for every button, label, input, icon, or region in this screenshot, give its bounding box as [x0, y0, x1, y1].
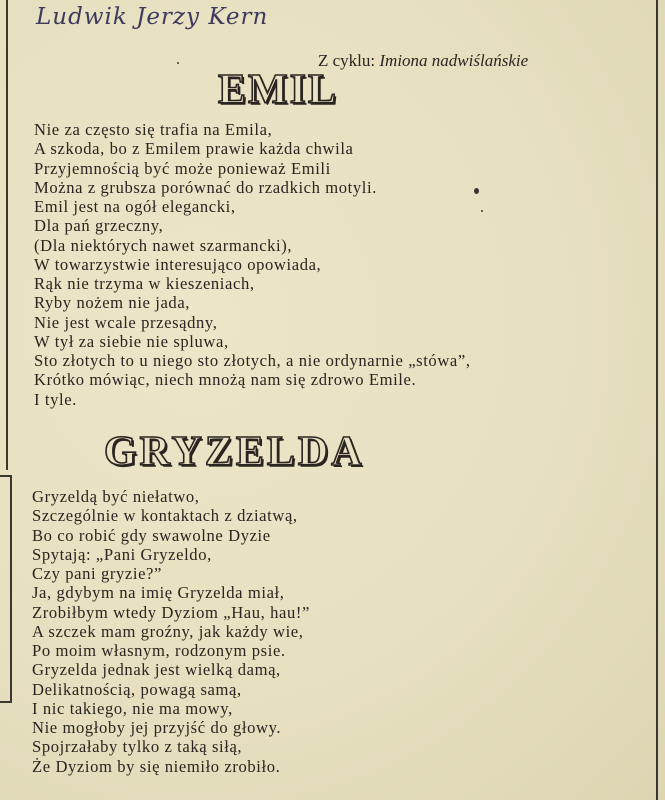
- poem-title-emil: EMIL: [218, 67, 339, 113]
- poem-line: Nie za często się trafia na Emila,: [34, 120, 273, 139]
- poem-line: Dla pań grzeczny,: [34, 216, 164, 236]
- poem-line: Rąk nie trzyma w kieszeniach,: [34, 274, 255, 293]
- cycle-name: Imiona nadwiślańskie: [379, 51, 529, 70]
- poem-line: Nie mogłoby jej przyjść do głowy.: [32, 718, 282, 737]
- cycle-prefix: Z cyklu:: [318, 51, 376, 70]
- poem-line: (Dla niektórych nawet szarmancki),: [34, 235, 293, 255]
- poem-line: Spytają: „Pani Gryzeldo,: [32, 544, 212, 564]
- column-rule-right: [656, 0, 658, 800]
- poem-line: Przyjemnością być może ponieważ Emili: [34, 158, 331, 178]
- poem-line: W towarzystwie interesująco opowiada,: [34, 254, 322, 274]
- poem-line: Szczególnie w kontaktach z dziatwą,: [32, 506, 298, 526]
- poem-line: A szczek mam groźny, jak każdy wie,: [32, 621, 304, 641]
- poem-line: Że Dyziom by się niemiło zrobiło.: [32, 756, 281, 776]
- print-speck: [474, 188, 479, 194]
- column-rule-left: [6, 0, 8, 470]
- cycle-caption: [318, 51, 528, 71]
- poem-line: I tyle.: [34, 389, 77, 409]
- column-bracket-left: [0, 475, 12, 703]
- poem-line: Emil jest na ogół elegancki,: [34, 197, 236, 216]
- poem-line: A szkoda, bo z Emilem prawie każda chwila: [34, 139, 354, 159]
- poem-title-gryzelda: GRYZELDA: [104, 429, 365, 475]
- poem-line: Czy pani gryzie?”: [32, 564, 162, 583]
- poem-line: Bo co robić gdy swawolne Dyzie: [32, 525, 271, 545]
- print-speck: [481, 210, 483, 212]
- poem-line: Spojrzałaby tylko z taką siłą,: [32, 737, 243, 757]
- poem-line: Gryzeldą być niełatwo,: [32, 487, 200, 506]
- poem-line: Można z grubsza porównać do rzadkich motyli.: [34, 177, 377, 197]
- poem-line: Ja, gdybym na imię Gryzelda miał,: [32, 583, 285, 603]
- poem-line: I nic takiego, nie ma mowy,: [32, 698, 233, 718]
- poem-line: Delikatnością, powagą samą,: [32, 679, 242, 699]
- poem-line: Krótko mówiąc, niech mnożą nam się zdrowo Emile.: [34, 370, 417, 390]
- author-name: Ludwik Jerzy Kern: [36, 4, 269, 30]
- poem-line: Po moim własnym, rodzonym psie.: [32, 641, 286, 660]
- poem-line: Sto złotych to u niego sto złotych, a nie ordynarnie „stówa”,: [34, 351, 471, 370]
- poem-line: Gryzelda jednak jest wielką damą,: [32, 660, 281, 680]
- poem-line: Zrobiłbym wtedy Dyziom „Hau, hau!”: [32, 602, 310, 622]
- poem-body-gryzelda: [32, 487, 310, 776]
- poem-line: Nie jest wcale przesądny,: [34, 312, 218, 332]
- poem-body-emil: [34, 120, 471, 409]
- poem-line: W tył za siebie nie spluwa,: [34, 331, 229, 351]
- print-speck: [177, 62, 179, 64]
- poem-line: Ryby nożem nie jada,: [34, 293, 191, 313]
